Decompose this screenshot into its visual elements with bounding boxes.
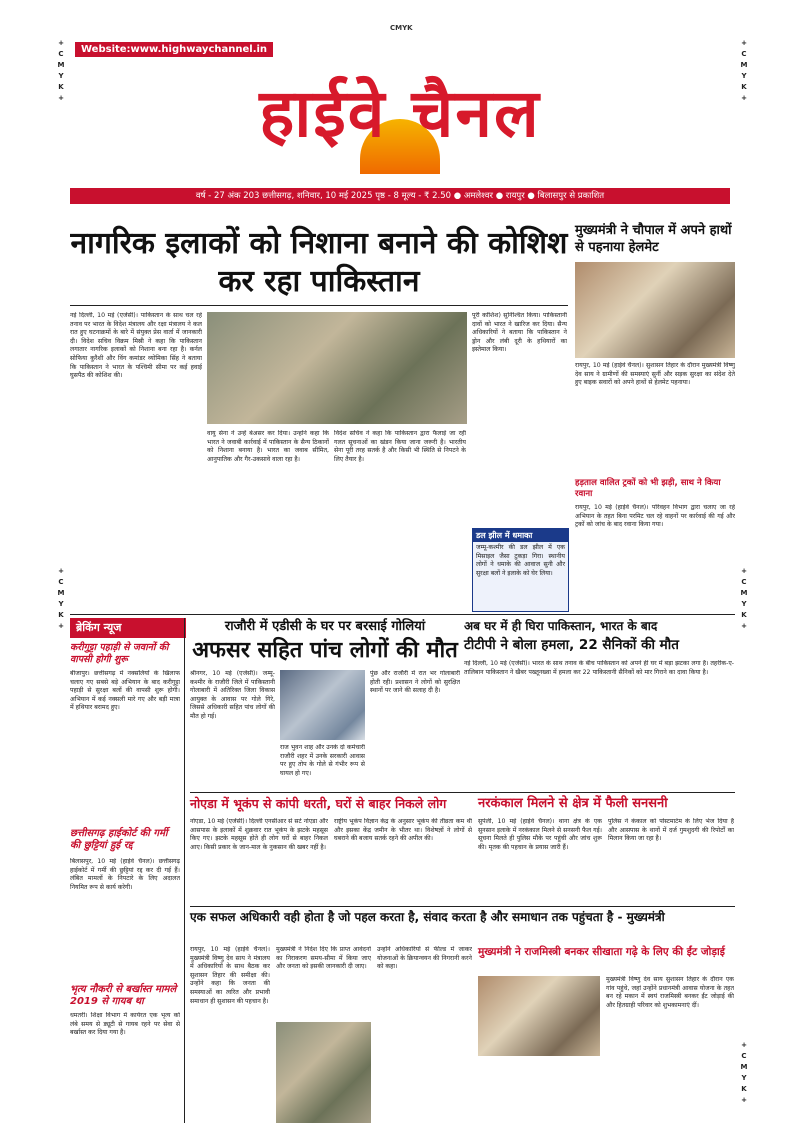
breaking-item1-text: बीजापुर। छत्तीसगढ़ में नक्सलियों के खिलाफ चलाए गए सबसे बड़े अभियान के बाद करीगुट्टा पहाड़ी से सुरक्षा बलों की वापसी शुरू होगी। अभियान में कई नक्सली मारे गए और बड़ी मात्रा में हथियार बरामद हुए। — [70, 670, 180, 712]
ttp-headline: टीटीपी ने बोला हमला, 22 सैनिकों की मौत — [464, 637, 679, 653]
breaking-news-label: ब्रेकिंग न्यूज — [70, 618, 186, 638]
rajouri-caption: राज भुवन शाह और उनके दो कर्मचारी राजौरी शहर में उनके सरकारी आवास पर हुए तोप के गोले से गंभीर रूप से घायल हो गए। — [280, 744, 365, 777]
rajouri-photo — [280, 670, 365, 740]
lead-column-1: नई दिल्ली, 10 मई (एजेंसी)। पाकिस्तान के साथ चल रहे तनाव पर भारत के विदेश मंत्रालय और रक्षा मंत्रालय ने कल रात हुए घटनाक्रमों के बारे में संयुक्त प्रेस वार्ता में जानकारी दी। विदेश सचिव विक्रम मिस्री ने कहा कि पाकिस्तान लगातार नागरिक इलाकों को निशाना बना रहा है। कर्नल सोफिया कुरैशी और विंग कमांडर व्योमिका सिंह ने बताया कि पाकिस्तान ने भारत के पश्चिमी सीमा पर कई हवाई घुसपैठ की कोशिश की। — [70, 312, 202, 380]
cmyk-marker-top: CMYK — [390, 24, 413, 32]
lead-headline: नागरिक इलाकों को निशाना बनाने की कोशिश कर रहा पाकिस्तान — [70, 226, 568, 299]
dateline-bar: वर्ष - 27 अंक 203 छत्तीसगढ़, शनिवार, 10 मई 2025 पृष्ठ - 8 मूल्य - ₹ 2.50 ● अमलेश्वर ● रायपुर ● बिलासपुर से प्रकाशित — [70, 188, 730, 204]
skeleton-text-1: सुपेली, 10 मई (हाईवे चैनल)। थाना क्षेत्र के एक सुनसान इलाके में नरकंकाल मिलने से सनसनी फैल गई। सूचना मिलते ही पुलिस मौके पर पहुंची और जांच शुरू की। मृतक की पहचान के प्रयास जारी हैं। — [478, 818, 602, 851]
ttp-kicker: अब घर में ही घिरा पाकिस्तान, भारत के बाद — [464, 619, 658, 633]
cm-headline: एक सफल अधिकारी वही होता है जो पहल करता है, संवाद करता है और समाधान तक पहुंचता है - मुख्यमंत्री — [190, 910, 665, 924]
noida-text-2: राष्ट्रीय भूकंप विज्ञान केंद्र के अनुसार भूकंप की तीव्रता कम थी और इसका केंद्र जमीन के भीतर था। विशेषज्ञों ने लोगों से घबराने की बजाय सतर्क रहने की अपील की। — [334, 818, 472, 843]
truck-subheadline: हड़ताल वालित ट्रकों को भी झड़ी, साथ ने किया रवाना — [575, 478, 721, 499]
cmyk-marker-right-mid: + C M Y K + — [740, 567, 748, 630]
rajouri-headline: अफसर सहित पांच लोगों की मौत — [192, 638, 458, 663]
dal-lake-box — [472, 528, 569, 612]
helmet-headline: मुख्यमंत्री ने चौपाल में अपने हाथों से पहनाया हेलमेट — [575, 223, 732, 255]
lead-column-4: पूरी कोशिश) सुनिश्चित किया। पाकिस्तानी दावों को भारत ने खारिज कर दिया। सैन्य अधिकारियों ने बताया कि पाकिस्तान ने ड्रोन और लंबी दूरी के हथियारों का इस्तेमाल किया। — [472, 312, 567, 354]
lead-photo-officers — [207, 312, 467, 424]
rajouri-text-2: पुंछ और राजौरी में रात भर गोलाबारी होती रही। प्रशासन ने लोगों को सुरक्षित स्थानों पर जाने की सलाह दी है। — [370, 670, 460, 695]
mason-photo — [478, 976, 600, 1056]
cmyk-marker-right-bottom: + C M Y K + — [740, 1041, 748, 1104]
cm-text-2: मुख्यमंत्री ने निर्देश दिए कि प्राप्त आवेदनों का निराकरण समय-सीमा में किया जाए और जनता को इसकी जानकारी दी जाए। — [276, 946, 371, 971]
dal-lake-box-head: डल झील में धमाका — [473, 529, 568, 542]
breaking-item3-text: धमतरी। शिक्षा विभाग में कार्यरत एक भृत्य को लंबे समय से ड्यूटी से गायब रहने पर सेवा से बर्खास्त कर दिया गया है। — [70, 1012, 180, 1037]
website-link[interactable]: Website:www.highwaychannel.in — [75, 42, 273, 57]
noida-headline: नोएडा में भूकंप से कांपी धरती, घरों से बाहर निकले लोग — [190, 796, 447, 811]
truck-text: रायपुर, 10 मई (हाईवे चैनल)। परिवहन विभाग द्वारा चलाए जा रहे अभियान के तहत बिना परमिट चल रहे वाहनों पर कार्रवाई की गई और ट्रकों को जांच के बाद रवाना किया गया। — [575, 504, 735, 529]
cmyk-marker-left-top: + C M Y K + — [57, 39, 65, 102]
newspaper-title: हाईवे चैनल — [259, 75, 541, 152]
ttp-text: नई दिल्ली, 10 मई (एजेंसी)। भारत के साथ तनाव के बीच पाकिस्तान को अपने ही घर में बड़ा झटका लगा है। तहरीक-ए-तालिबान पाकिस्तान ने खैबर पख्तूनख्वा में हमला कर 22 पाकिस्तानी सैनिकों को मार गिराने का दावा किया है। — [464, 660, 734, 676]
cmyk-marker-right-top: + C M Y K + — [740, 39, 748, 102]
mason-headline: मुख्यमंत्री ने राजमिस्त्री बनकर सीखाता गढ़े के लिए की ईंट जोड़ाई — [478, 946, 725, 958]
breaking-item2-text: बिलासपुर, 10 मई (हाईवे चैनल)। छत्तीसगढ़ हाईकोर्ट में गर्मी की छुट्टियां रद्द कर दी गई हैं। लंबित मामलों के निपटारे के लिए अदालत नियमित रूप से कार्य करेगी। — [70, 858, 180, 891]
lead-column-2: वायु सेना ने उन्हें बेअसर कर दिया। उन्होंने कहा कि भारत ने जवाबी कार्रवाई में पाकिस्तान के सैन्य ठिकानों को निशाना बनाया है। भारत का जवाब सीमित, आनुपातिक और गैर-उकसावे वाला रहा है। — [207, 430, 329, 463]
cm-text-3: उन्होंने अधिकारियों से फील्ड में जाकर योजनाओं के क्रियान्वयन की निगरानी करने को कहा। — [377, 946, 472, 971]
cm-text-1: रायपुर, 10 मई (हाईवे चैनल)। मुख्यमंत्री विष्णु देव साय ने मंत्रालय में अधिकारियों के साथ बैठक कर सुशासन तिहार की समीक्षा की। उन्होंने कहा कि जनता की समस्याओं का त्वरित और प्रभावी समाधान ही सुशासन की पहचान है। — [190, 946, 270, 1005]
breaking-item1-head: करीगुट्टा पहाड़ी से जवानों की वापसी होगी शुरू — [70, 642, 169, 665]
skeleton-text-2: पुलिस ने कंकाल को पोस्टमार्टम के लिए भेज दिया है और आसपास के थानों में दर्ज गुमशुदगी की रिपोर्टों का मिलान किया जा रहा है। — [608, 818, 734, 843]
masthead-logo — [210, 64, 590, 174]
noida-text-1: नोएडा, 10 मई (एजेंसी)। दिल्ली एनसीआर से सटे नोएडा और आसपास के इलाकों में शुक्रवार रात भूकंप के झटके महसूस किए गए। झटके महसूस होते ही लोग घरों से बाहर निकल आए। किसी प्रकार के जान-माल के नुकसान की खबर नहीं है। — [190, 818, 328, 851]
cm-meeting-photo — [276, 1022, 371, 1123]
dal-lake-box-text: जम्मू-कश्मीर की डल झील में एक मिसाइल जैसा टुकड़ा गिरा। स्थानीय लोगों ने धमाके की आवाज सुनी और सुरक्षा बलों ने इलाके को घेर लिया। — [476, 544, 565, 577]
helmet-photo — [575, 262, 735, 358]
breaking-item3-head: भृत्य नौकरी से बर्खास्त मामले 2019 से गायब था — [70, 984, 177, 1007]
rajouri-kicker: राजौरी में एडीसी के घर पर बरसाई गोलियां — [224, 619, 426, 634]
mason-text: मुख्यमंत्री विष्णु देव साय सुशासन तिहार के दौरान एक गांव पहुंचे, जहां उन्होंने प्रधानमंत्री आवास योजना के तहत बन रहे मकान में स्वयं राजमिस्त्री बनकर ईंट जोड़ाई की और हितग्राही परिवार को शुभकामनाएं दीं। — [606, 976, 734, 1009]
helmet-text: रायपुर, 10 मई (हाईवे चैनल)। सुशासन तिहार के दौरान मुख्यमंत्री विष्णु देव साय ने ग्रामीणों की समस्याएं सुनीं और सड़क सुरक्षा का संदेश देते हुए बाइक सवारों को अपने हाथों से हेलमेट पहनाया। — [575, 362, 735, 387]
skeleton-headline: नरकंकाल मिलने से क्षेत्र में फैली सनसनी — [478, 796, 668, 811]
cmyk-marker-left-mid: + C M Y K + — [57, 567, 65, 630]
rajouri-text-1: श्रीनगर, 10 मई (एजेंसी)। जम्मू-कश्मीर के राजौरी जिले में पाकिस्तानी गोलाबारी में अतिरिक्त जिला विकास आयुक्त के आवास पर गोले गिरे, जिससे अधिकारी सहित पांच लोगों की मौत हो गई। — [190, 670, 275, 720]
lead-column-3: विदेश सचिव ने कहा कि पाकिस्तान द्वारा फैलाई जा रही गलत सूचनाओं का खंडन किया जाना जरूरी है। भारतीय सेना पूरी तरह सतर्क है और किसी भी स्थिति से निपटने के लिए तैयार है। — [334, 430, 466, 463]
breaking-item2-head: छत्तीसगढ़ हाईकोर्ट की गर्मी की छुट्टियां हुई रद्द — [70, 828, 168, 851]
